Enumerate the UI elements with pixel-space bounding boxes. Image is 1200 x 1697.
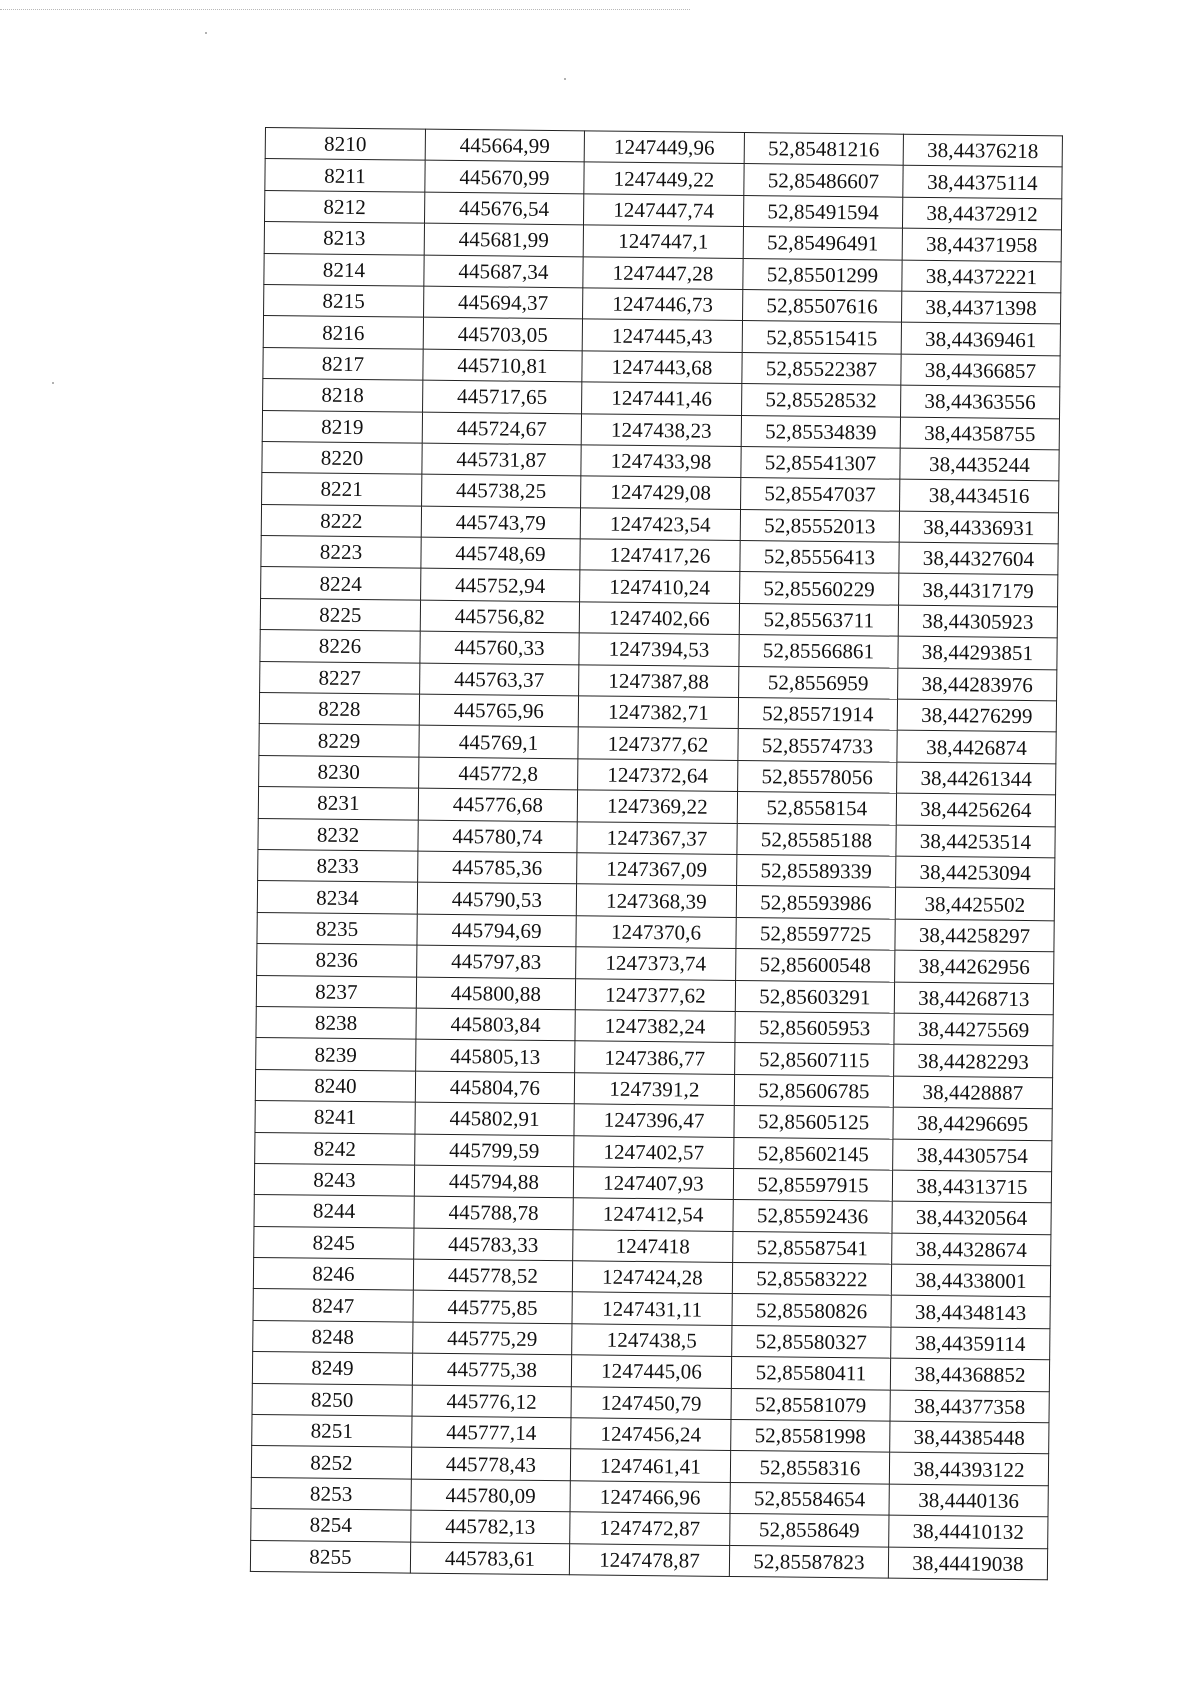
longitude-cell: 38,44372221 [902, 260, 1061, 293]
point-number-cell: 8215 [264, 284, 424, 317]
y-coordinate-cell: 1247429,08 [581, 476, 741, 509]
latitude-cell: 52,8558649 [730, 1514, 889, 1547]
longitude-cell: 38,44305754 [893, 1139, 1052, 1172]
latitude-cell: 52,85589339 [737, 854, 896, 887]
y-coordinate-cell: 1247445,43 [582, 319, 742, 352]
latitude-cell: 52,85587541 [733, 1231, 892, 1264]
y-coordinate-cell: 1247423,54 [580, 508, 740, 541]
point-number-cell: 8241 [255, 1101, 415, 1134]
longitude-cell: 38,44348143 [891, 1296, 1050, 1329]
x-coordinate-cell: 445805,13 [416, 1039, 575, 1072]
point-number-cell: 8221 [262, 473, 422, 506]
longitude-cell: 38,44336931 [899, 511, 1058, 544]
longitude-cell: 38,44253094 [896, 856, 1055, 889]
latitude-cell: 52,85607115 [735, 1043, 894, 1076]
y-coordinate-cell: 1247410,24 [580, 570, 740, 603]
point-number-cell: 8219 [262, 410, 422, 443]
y-coordinate-cell: 1247461,41 [570, 1449, 730, 1482]
x-coordinate-cell: 445776,12 [412, 1385, 571, 1418]
x-coordinate-cell: 445687,34 [424, 255, 583, 288]
latitude-cell: 52,85587823 [729, 1545, 888, 1578]
y-coordinate-cell: 1247418 [573, 1229, 733, 1262]
point-number-cell: 8223 [261, 536, 421, 569]
point-number-cell: 8244 [254, 1195, 414, 1228]
longitude-cell: 38,44282293 [894, 1044, 1053, 1077]
latitude-cell: 52,85605953 [735, 1011, 894, 1044]
x-coordinate-cell: 445790,53 [417, 883, 576, 916]
longitude-cell: 38,44328674 [892, 1233, 1051, 1266]
y-coordinate-cell: 1247450,79 [571, 1386, 731, 1419]
latitude-cell: 52,85481216 [744, 133, 903, 166]
y-coordinate-cell: 1247417,26 [580, 539, 740, 572]
longitude-cell: 38,4426874 [897, 731, 1056, 764]
point-number-cell: 8210 [265, 128, 425, 161]
point-number-cell: 8240 [255, 1069, 415, 1102]
longitude-cell: 38,44276299 [897, 699, 1056, 732]
point-number-cell: 8212 [265, 190, 425, 223]
longitude-cell: 38,44268713 [894, 982, 1053, 1015]
y-coordinate-cell: 1247377,62 [575, 978, 735, 1011]
y-coordinate-cell: 1247372,64 [578, 759, 738, 792]
latitude-cell: 52,85605125 [734, 1106, 893, 1139]
longitude-cell: 38,44371398 [901, 291, 1060, 324]
point-number-cell: 8216 [263, 316, 423, 349]
y-coordinate-cell: 1247382,71 [578, 696, 738, 729]
y-coordinate-cell: 1247402,66 [579, 602, 739, 635]
latitude-cell: 52,85547037 [741, 478, 900, 511]
x-coordinate-cell: 445776,68 [418, 788, 577, 821]
latitude-cell: 52,85597915 [733, 1168, 892, 1201]
x-coordinate-cell: 445780,74 [418, 820, 577, 853]
coordinates-table [250, 127, 1063, 1580]
longitude-cell: 38,44253514 [896, 825, 1055, 858]
latitude-cell: 52,85593986 [736, 886, 895, 919]
longitude-cell: 38,4434516 [900, 479, 1059, 512]
y-coordinate-cell: 1247373,74 [576, 947, 736, 980]
point-number-cell: 8222 [261, 504, 421, 537]
point-number-cell: 8217 [263, 347, 423, 380]
y-coordinate-cell: 1247369,22 [577, 790, 737, 823]
longitude-cell: 38,44305923 [898, 605, 1057, 638]
longitude-cell: 38,44338001 [891, 1264, 1050, 1297]
y-coordinate-cell: 1247447,74 [583, 194, 743, 227]
y-coordinate-cell: 1247377,62 [578, 727, 738, 760]
x-coordinate-cell: 445782,13 [411, 1510, 570, 1543]
y-coordinate-cell: 1247433,98 [581, 445, 741, 478]
x-coordinate-cell: 445676,54 [424, 192, 583, 225]
point-number-cell: 8218 [263, 379, 423, 412]
latitude-cell: 52,85541307 [741, 446, 900, 479]
scan-speck [205, 32, 207, 34]
point-number-cell: 8239 [256, 1038, 416, 1071]
x-coordinate-cell: 445800,88 [416, 977, 575, 1010]
x-coordinate-cell: 445788,78 [414, 1196, 573, 1229]
latitude-cell: 52,8556959 [739, 666, 898, 699]
x-coordinate-cell: 445802,91 [415, 1102, 574, 1135]
x-coordinate-cell: 445760,33 [420, 631, 579, 664]
y-coordinate-cell: 1247478,87 [569, 1543, 729, 1576]
y-coordinate-cell: 1247391,2 [574, 1073, 734, 1106]
y-coordinate-cell: 1247446,73 [583, 288, 743, 321]
latitude-cell: 52,85556413 [740, 541, 899, 574]
longitude-cell: 38,44366857 [901, 354, 1060, 387]
x-coordinate-cell: 445748,69 [421, 537, 580, 570]
latitude-cell: 52,85606785 [734, 1074, 893, 1107]
y-coordinate-cell: 1247447,1 [583, 225, 743, 258]
longitude-cell: 38,44375114 [903, 166, 1062, 199]
point-number-cell: 8211 [265, 159, 425, 192]
y-coordinate-cell: 1247407,93 [573, 1167, 733, 1200]
y-coordinate-cell: 1247387,88 [579, 664, 739, 697]
x-coordinate-cell: 445775,38 [412, 1353, 571, 1386]
x-coordinate-cell: 445769,1 [419, 726, 578, 759]
longitude-cell: 38,44261344 [897, 762, 1056, 795]
x-coordinate-cell: 445681,99 [424, 223, 583, 256]
latitude-cell: 52,85581998 [731, 1419, 890, 1452]
point-number-cell: 8255 [250, 1540, 410, 1573]
scan-edge-line [0, 9, 690, 10]
y-coordinate-cell: 1247445,06 [571, 1355, 731, 1388]
y-coordinate-cell: 1247449,22 [584, 162, 744, 195]
x-coordinate-cell: 445777,14 [412, 1416, 571, 1449]
y-coordinate-cell: 1247424,28 [572, 1261, 732, 1294]
x-coordinate-cell: 445664,99 [425, 129, 584, 162]
y-coordinate-cell: 1247368,39 [576, 884, 736, 917]
y-coordinate-cell: 1247396,47 [574, 1104, 734, 1137]
y-coordinate-cell: 1247382,24 [575, 1010, 735, 1043]
point-number-cell: 8237 [256, 975, 416, 1008]
longitude-cell: 38,44419038 [888, 1547, 1047, 1580]
latitude-cell: 52,85592436 [733, 1200, 892, 1233]
latitude-cell: 52,85597725 [736, 917, 895, 950]
point-number-cell: 8247 [253, 1289, 413, 1322]
x-coordinate-cell: 445763,37 [420, 663, 579, 696]
longitude-cell: 38,44313715 [892, 1170, 1051, 1203]
x-coordinate-cell: 445780,09 [411, 1479, 570, 1512]
point-number-cell: 8246 [253, 1258, 413, 1291]
longitude-cell: 38,44385448 [890, 1421, 1049, 1454]
latitude-cell: 52,85580411 [731, 1357, 890, 1390]
y-coordinate-cell: 1247386,77 [575, 1041, 735, 1074]
latitude-cell: 52,85584654 [730, 1482, 889, 1515]
longitude-cell: 38,44371958 [902, 228, 1061, 261]
x-coordinate-cell: 445785,36 [418, 851, 577, 884]
longitude-cell: 38,44317179 [899, 574, 1058, 607]
y-coordinate-cell: 1247412,54 [573, 1198, 733, 1231]
y-coordinate-cell: 1247443,68 [582, 351, 742, 384]
point-number-cell: 8234 [257, 881, 417, 914]
longitude-cell: 38,44410132 [889, 1515, 1048, 1548]
latitude-cell: 52,85585188 [737, 823, 896, 856]
point-number-cell: 8248 [253, 1320, 413, 1353]
point-number-cell: 8229 [259, 724, 419, 757]
point-number-cell: 8214 [264, 253, 424, 286]
x-coordinate-cell: 445799,59 [415, 1134, 574, 1167]
latitude-cell: 52,85486607 [744, 164, 903, 197]
x-coordinate-cell: 445783,61 [410, 1542, 569, 1575]
longitude-cell: 38,4425502 [895, 888, 1054, 921]
y-coordinate-cell: 1247367,09 [577, 853, 737, 886]
y-coordinate-cell: 1247438,5 [572, 1324, 732, 1357]
x-coordinate-cell: 445738,25 [422, 474, 581, 507]
point-number-cell: 8238 [256, 1006, 416, 1039]
x-coordinate-cell: 445775,85 [413, 1291, 572, 1324]
longitude-cell: 38,44358755 [900, 417, 1059, 450]
x-coordinate-cell: 445797,83 [417, 945, 576, 978]
x-coordinate-cell: 445724,67 [422, 412, 581, 445]
x-coordinate-cell: 445731,87 [422, 443, 581, 476]
longitude-cell: 38,44363556 [901, 385, 1060, 418]
y-coordinate-cell: 1247466,96 [570, 1481, 730, 1514]
latitude-cell: 52,85602145 [734, 1137, 893, 1170]
longitude-cell: 38,44275569 [894, 1013, 1053, 1046]
point-number-cell: 8233 [258, 849, 418, 882]
longitude-cell: 38,44256264 [896, 793, 1055, 826]
y-coordinate-cell: 1247402,57 [574, 1135, 734, 1168]
scan-speck [564, 78, 566, 80]
y-coordinate-cell: 1247367,37 [577, 821, 737, 854]
point-number-cell: 8235 [257, 912, 417, 945]
longitude-cell: 38,44293851 [898, 636, 1057, 669]
x-coordinate-cell: 445772,8 [419, 757, 578, 790]
point-number-cell: 8213 [264, 222, 424, 255]
latitude-cell: 52,85522387 [742, 352, 901, 385]
longitude-cell: 38,44376218 [903, 134, 1062, 167]
longitude-cell: 38,44283976 [898, 668, 1057, 701]
x-coordinate-cell: 445778,43 [411, 1448, 570, 1481]
x-coordinate-cell: 445710,81 [423, 349, 582, 382]
latitude-cell: 52,8558154 [737, 792, 896, 825]
point-number-cell: 8252 [251, 1446, 411, 1479]
latitude-cell: 52,85563711 [739, 603, 898, 636]
longitude-cell: 38,4440136 [889, 1484, 1048, 1517]
latitude-cell: 52,8558316 [730, 1451, 889, 1484]
x-coordinate-cell: 445778,52 [413, 1259, 572, 1292]
y-coordinate-cell: 1247449,96 [584, 131, 744, 164]
longitude-cell: 38,4435244 [900, 448, 1059, 481]
latitude-cell: 52,85600548 [736, 949, 895, 982]
latitude-cell: 52,85578056 [738, 760, 897, 793]
longitude-cell: 38,44296695 [893, 1107, 1052, 1140]
x-coordinate-cell: 445804,76 [415, 1071, 574, 1104]
latitude-cell: 52,85507616 [742, 289, 901, 322]
latitude-cell: 52,85580327 [732, 1325, 891, 1358]
longitude-cell: 38,44320564 [892, 1201, 1051, 1234]
latitude-cell: 52,85501299 [743, 258, 902, 291]
latitude-cell: 52,85552013 [740, 509, 899, 542]
point-number-cell: 8250 [252, 1383, 412, 1416]
longitude-cell: 38,44377358 [890, 1390, 1049, 1423]
y-coordinate-cell: 1247472,87 [570, 1512, 730, 1545]
coordinates-table-container [250, 127, 1063, 1580]
longitude-cell: 38,44372912 [902, 197, 1061, 230]
y-coordinate-cell: 1247438,23 [581, 413, 741, 446]
point-number-cell: 8224 [261, 567, 421, 600]
point-number-cell: 8245 [254, 1226, 414, 1259]
x-coordinate-cell: 445703,05 [423, 318, 582, 351]
x-coordinate-cell: 445765,96 [419, 694, 578, 727]
x-coordinate-cell: 445752,94 [421, 569, 580, 602]
point-number-cell: 8227 [260, 661, 420, 694]
latitude-cell: 52,85574733 [738, 729, 897, 762]
longitude-cell: 38,44327604 [899, 542, 1058, 575]
longitude-cell: 38,44359114 [891, 1327, 1050, 1360]
point-number-cell: 8230 [259, 755, 419, 788]
latitude-cell: 52,85560229 [740, 572, 899, 605]
latitude-cell: 52,85496491 [743, 227, 902, 260]
latitude-cell: 52,85515415 [742, 321, 901, 354]
latitude-cell: 52,85581079 [731, 1388, 890, 1421]
point-number-cell: 8220 [262, 441, 422, 474]
longitude-cell: 38,44368852 [890, 1358, 1049, 1391]
x-coordinate-cell: 445756,82 [420, 600, 579, 633]
x-coordinate-cell: 445694,37 [424, 286, 583, 319]
x-coordinate-cell: 445775,29 [413, 1322, 572, 1355]
x-coordinate-cell: 445717,65 [423, 380, 582, 413]
y-coordinate-cell: 1247394,53 [579, 633, 739, 666]
point-number-cell: 8225 [260, 598, 420, 631]
point-number-cell: 8226 [260, 630, 420, 663]
x-coordinate-cell: 445743,79 [421, 506, 580, 539]
point-number-cell: 8232 [258, 818, 418, 851]
point-number-cell: 8253 [251, 1477, 411, 1510]
y-coordinate-cell: 1247447,28 [583, 256, 743, 289]
y-coordinate-cell: 1247441,46 [582, 382, 742, 415]
latitude-cell: 52,85571914 [738, 698, 897, 731]
point-number-cell: 8236 [257, 944, 417, 977]
longitude-cell: 38,44369461 [901, 323, 1060, 356]
y-coordinate-cell: 1247431,11 [572, 1292, 732, 1325]
longitude-cell: 38,44393122 [889, 1453, 1048, 1486]
latitude-cell: 52,85580826 [732, 1294, 891, 1327]
x-coordinate-cell: 445794,69 [417, 914, 576, 947]
y-coordinate-cell: 1247456,24 [571, 1418, 731, 1451]
latitude-cell: 52,85534839 [741, 415, 900, 448]
longitude-cell: 38,44258297 [895, 919, 1054, 952]
longitude-cell: 38,4428887 [893, 1076, 1052, 1109]
point-number-cell: 8249 [252, 1352, 412, 1385]
point-number-cell: 8228 [259, 693, 419, 726]
latitude-cell: 52,85583222 [732, 1263, 891, 1296]
latitude-cell: 52,85603291 [735, 980, 894, 1013]
point-number-cell: 8231 [258, 787, 418, 820]
point-number-cell: 8251 [252, 1414, 412, 1447]
coordinates-table-body [250, 128, 1062, 1580]
point-number-cell: 8254 [251, 1509, 411, 1542]
longitude-cell: 38,44262956 [895, 950, 1054, 983]
x-coordinate-cell: 445783,33 [414, 1228, 573, 1261]
x-coordinate-cell: 445670,99 [425, 161, 584, 194]
point-number-cell: 8242 [255, 1132, 415, 1165]
point-number-cell: 8243 [254, 1163, 414, 1196]
latitude-cell: 52,85566861 [739, 635, 898, 668]
x-coordinate-cell: 445803,84 [416, 1008, 575, 1041]
latitude-cell: 52,85528532 [742, 384, 901, 417]
scan-speck [52, 382, 54, 384]
latitude-cell: 52,85491594 [743, 195, 902, 228]
y-coordinate-cell: 1247370,6 [576, 916, 736, 949]
x-coordinate-cell: 445794,88 [414, 1165, 573, 1198]
